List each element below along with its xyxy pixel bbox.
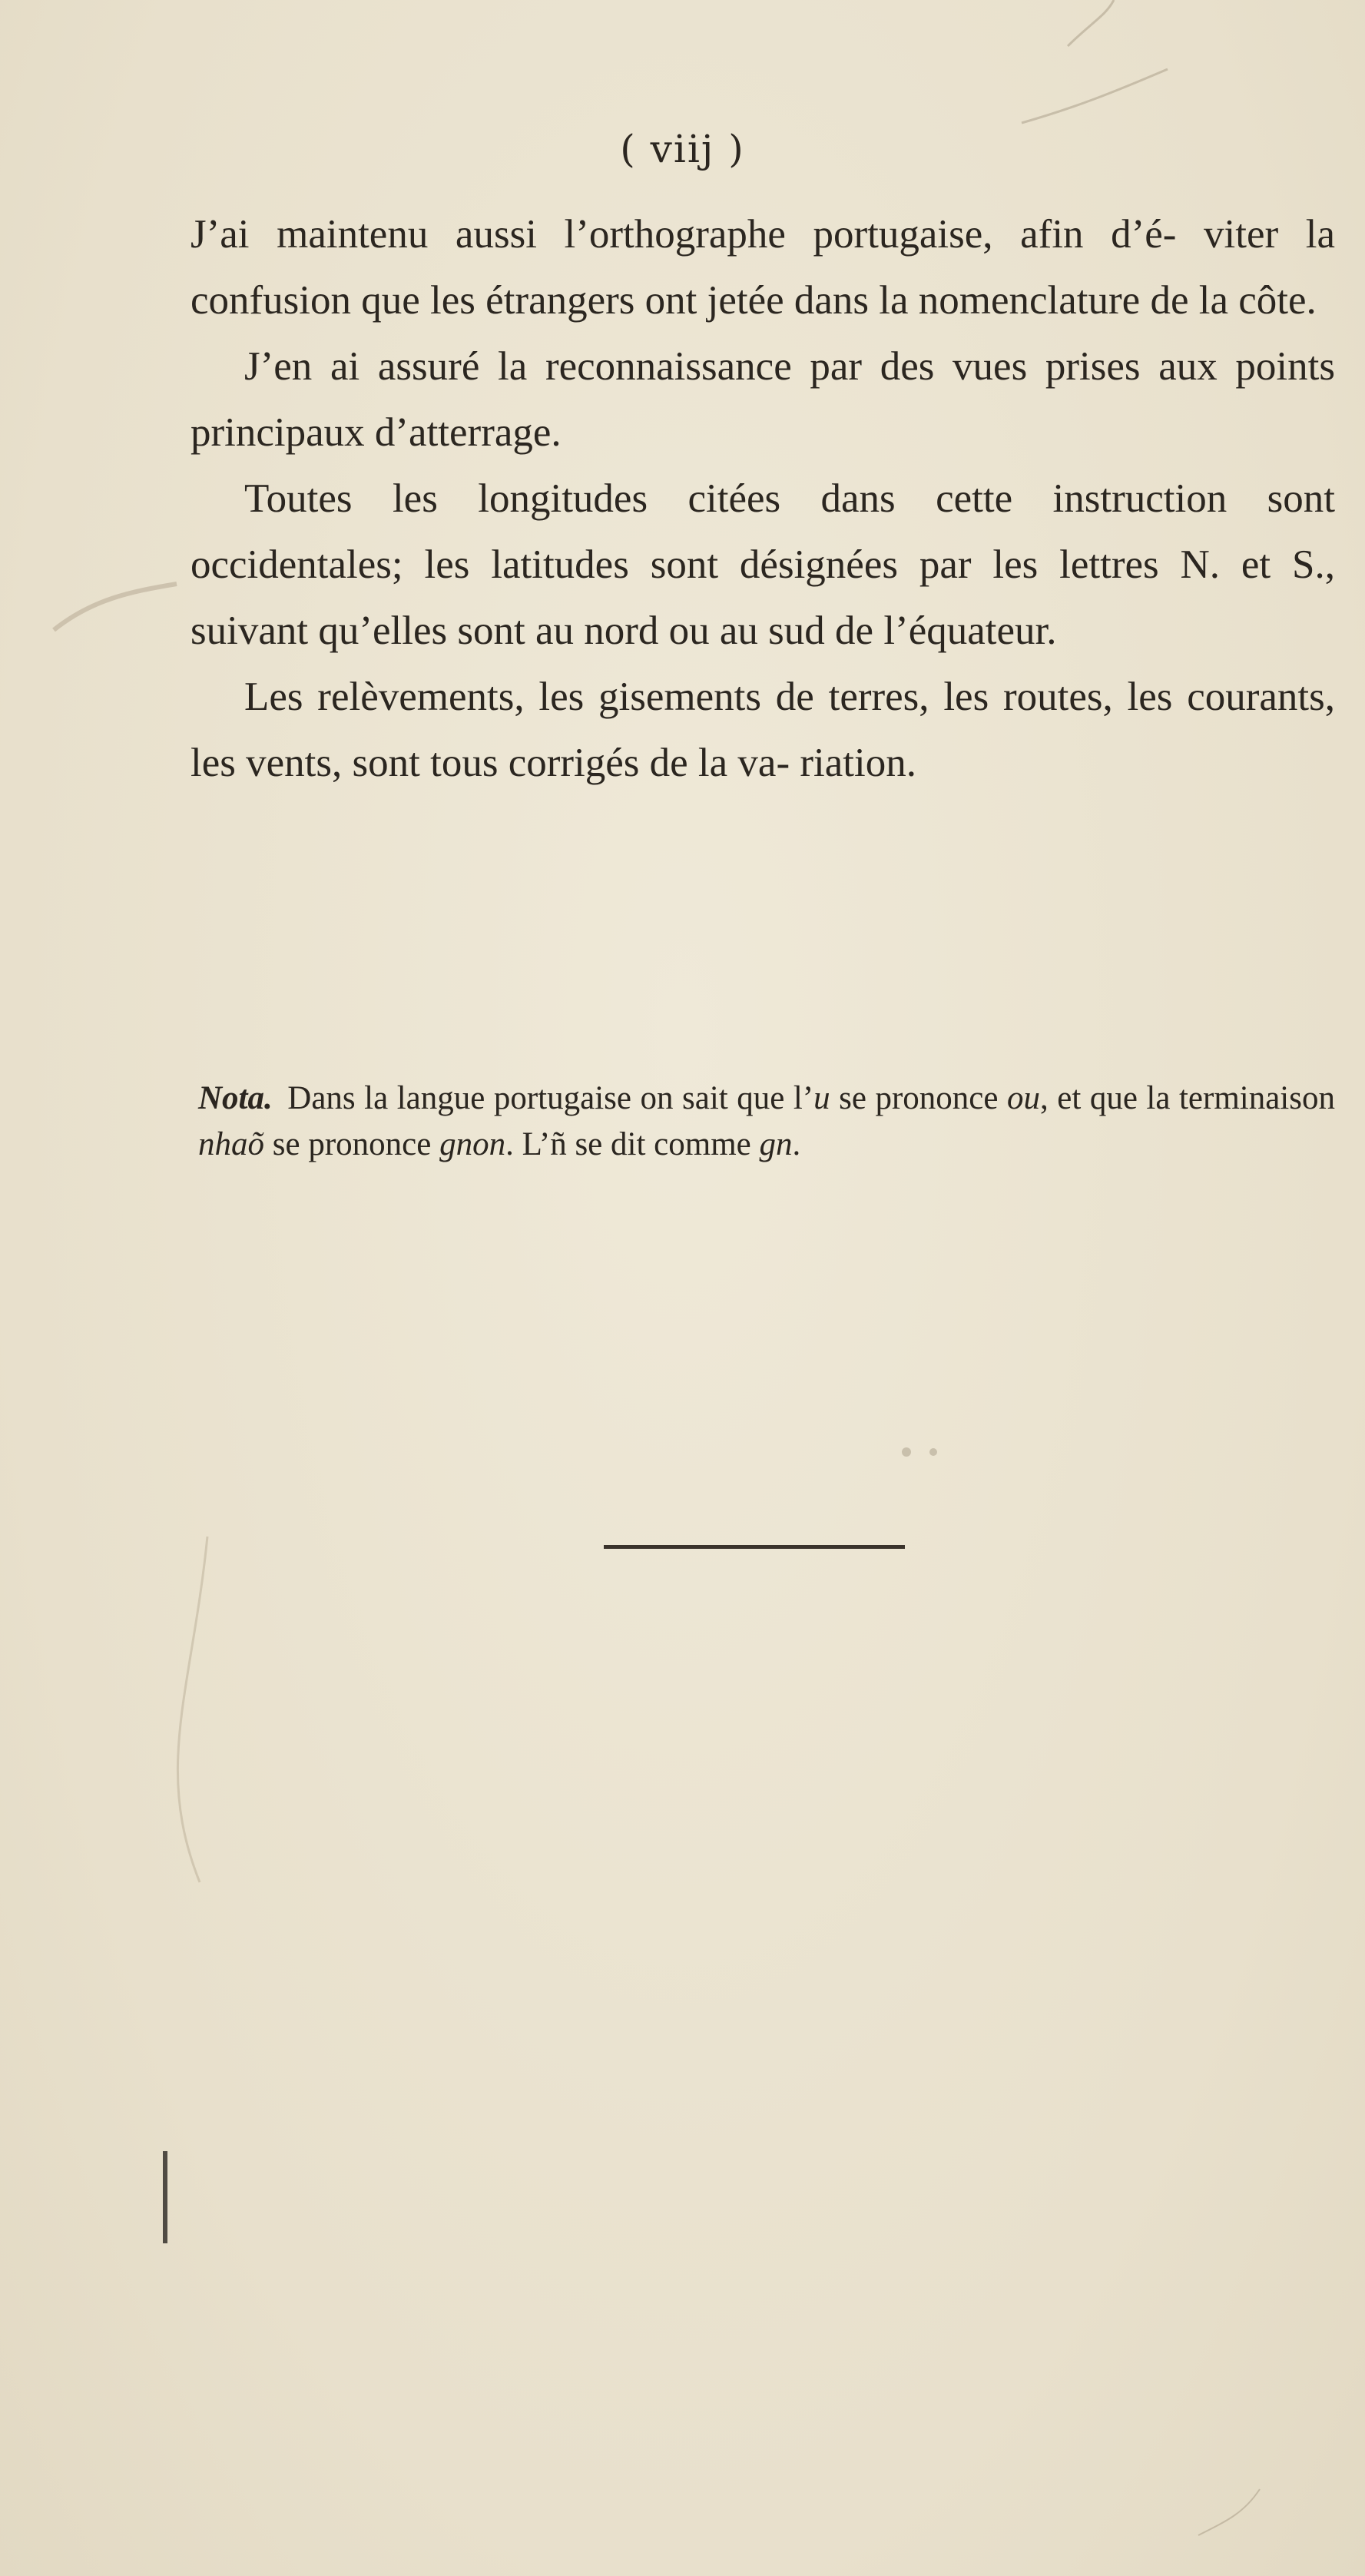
footnote-label: Nota. <box>198 1080 273 1116</box>
page-folio: ( viij ) <box>620 127 745 171</box>
footnote-gnon: gnon <box>439 1126 506 1162</box>
footnote-nhao: nhaõ <box>198 1126 264 1162</box>
footnote-ou: ou <box>1007 1080 1040 1116</box>
footnote-text-5: . L’ñ se dit comme <box>505 1126 760 1162</box>
footnote-gn: gn <box>759 1126 793 1162</box>
divider-rule <box>604 1545 905 1549</box>
paragraph-reconnaissance: J’en ai assuré la reconnaissance par des vues prises aux points principaux d’atterrage. <box>191 344 1335 455</box>
footnote-text-1: Dans la langue portugaise on sait que l’ <box>278 1080 814 1116</box>
footnote-text-4: se prononce <box>264 1126 440 1162</box>
footnote-text-3: , et que la terminaison <box>1040 1080 1335 1116</box>
paragraph-longitudes: Toutes les longitudes citées dans cette instruction sont occidentales; les latitudes sont désignées par les lettres N. et S., suivant qu’elles sont au nord ou au sud de l’équateur. <box>191 476 1335 653</box>
paragraph-bearings: Les relèvements, les gisements de terres, les routes, les courants, les vents, sont tous corrigés de la va- riation. <box>191 675 1335 785</box>
footnote-text-6: . <box>792 1126 801 1162</box>
paragraph-orthography: J’ai maintenu aussi l’orthographe portugaise, afin d’é- viter la confusion que les étrangers ont jetée dans la nomenclature de la côte. <box>191 212 1335 323</box>
footnote-text-2: se prononce <box>830 1080 1007 1116</box>
footnote-u: u <box>813 1080 830 1116</box>
main-text <box>191 201 1335 796</box>
footnote <box>198 1076 1335 1168</box>
